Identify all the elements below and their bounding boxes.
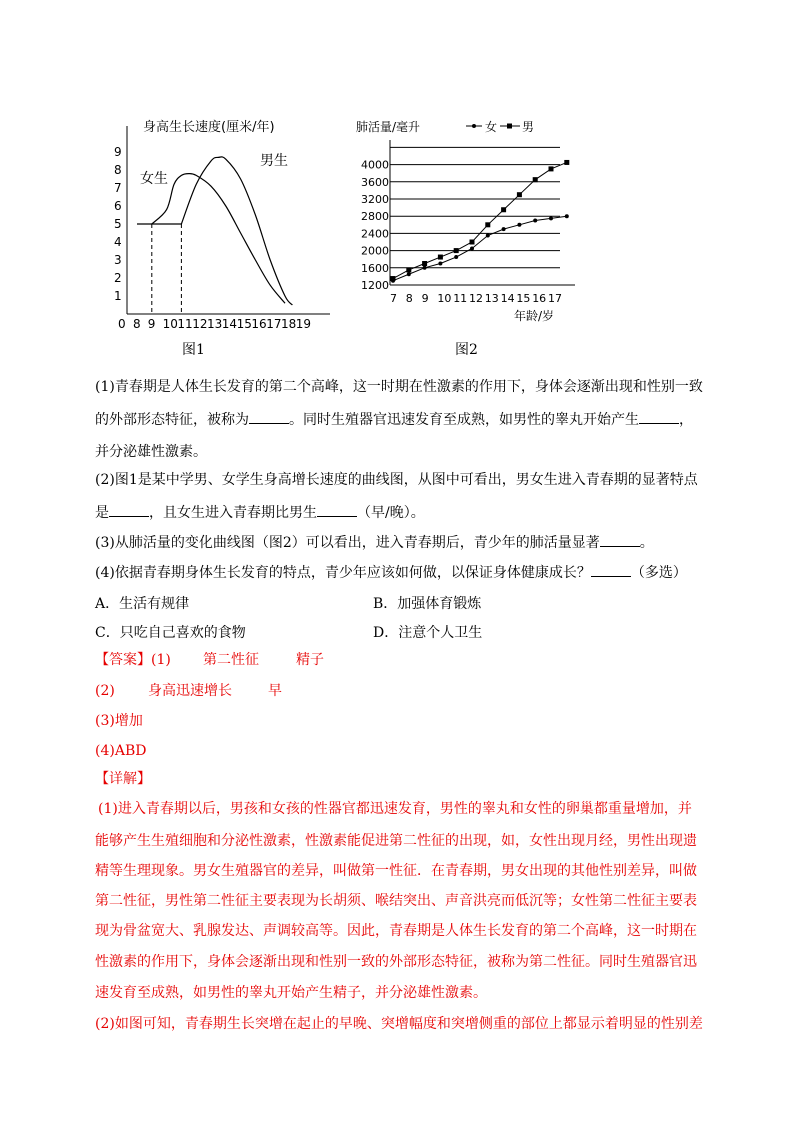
question-2-line-2: 是 ，且女生进入青春期比男生 （早/晚）。	[95, 505, 425, 521]
figure2-x-tick-label: 16	[532, 292, 547, 305]
figure2-y-tick-label: 2400	[361, 227, 389, 241]
figure2-series	[391, 160, 570, 283]
figure1-x-tick-label: 9	[147, 317, 156, 331]
figure2-point-female	[407, 272, 411, 276]
figure2-x-tick-label: 15	[516, 292, 531, 305]
figure1-label-female: 女生	[140, 171, 168, 187]
figure1-x-ticks	[118, 317, 311, 331]
figure2-point-male	[454, 248, 459, 253]
figure1-x-tick-label: 12	[192, 317, 208, 331]
blank-4	[317, 516, 357, 517]
option-c: C．只吃自己喜欢的食物	[95, 625, 246, 641]
figure2-caption: 图2	[455, 342, 478, 358]
figure1-y-ticks	[114, 145, 122, 303]
answer-1-value-2: 精子	[296, 652, 324, 668]
figure1-caption: 图1	[182, 342, 205, 358]
blank-6	[591, 576, 631, 577]
figure2-point-female	[423, 266, 427, 270]
figure2-point-male	[470, 240, 475, 245]
figure2-x-tick-label: 13	[484, 292, 499, 305]
answer-2-value-1: 身高迅速增长	[148, 683, 232, 699]
option-a: A．生活有规律	[95, 596, 190, 612]
figure1-x-tick-label: 15	[236, 317, 252, 331]
figure1-y-tick-label: 1	[114, 289, 122, 303]
figure2-legend-female: 女	[485, 120, 498, 134]
figure1-x-tick-label: 11	[177, 317, 193, 331]
figure1-x-tick-label: 8	[133, 317, 141, 331]
answer-2-value-2: 早	[268, 683, 282, 699]
figure2-point-male	[422, 261, 427, 266]
figure1-y-tick-label: 9	[114, 145, 122, 159]
figure2-lung-capacity-chart	[340, 110, 590, 330]
figure2-y-tick-label: 2800	[361, 210, 389, 224]
figure2-legend-male: 男	[522, 120, 535, 134]
figure2-x-tick-label: 11	[453, 292, 468, 305]
figure2-x-ticks	[390, 292, 562, 305]
figure2-xlabel: 年龄/岁	[514, 309, 555, 323]
detail-line: 第二性征，男性第二性征主要表现为长胡须、喉结突出、声音洪亮而低沉等；女性第二性征主要表	[95, 893, 697, 909]
figure2-y-tick-label: 1200	[361, 279, 389, 292]
figure2-y-ticks	[361, 159, 389, 292]
detail-line: 性激素的作用下，身体会逐渐出现和性别一致的外部形态特征，被称为第二性征。同时生殖器官迅	[95, 954, 697, 970]
figure1-y-tick-label: 3	[114, 253, 122, 267]
figure2-x-tick-label: 8	[405, 292, 413, 305]
question-4: (4)依据青春期身体生长发育的特点，青少年应该如何做，以保证身体健康成长？ （多选）	[95, 565, 687, 581]
figure1-x-tick-label: 14	[221, 317, 238, 331]
blank-2	[639, 423, 679, 424]
detail-line: (2)如图可知，青春期生长突增在起止的早晚、突增幅度和突增侧重的部位上都显示着明显的性别差	[95, 1016, 703, 1032]
figure2-point-female	[533, 219, 537, 223]
answer-line-1: 【答案】(1)	[95, 652, 171, 668]
figure1-x-tick-label: 19	[295, 317, 312, 331]
figure2-point-male	[438, 255, 443, 260]
figure1-x-tick-label: 10	[162, 317, 178, 331]
figure2-point-male	[406, 267, 411, 272]
figure2-series-female-line	[393, 216, 567, 281]
detail-line: 精等生理现象。男女生殖器官的差异，叫做第一性征．在青春期，男女出现的其他性别差异，叫做	[95, 863, 697, 879]
figure2-point-male	[533, 177, 538, 182]
question-1-line-3: 并分泌雄性激素。	[95, 444, 207, 460]
figure1-x-tick-label: 13	[207, 317, 223, 331]
figure2-y-tick-label: 4000	[361, 158, 389, 172]
figure1-x-tick-label: 0	[118, 317, 126, 331]
blank-3	[109, 516, 149, 517]
figure2-point-female	[565, 214, 569, 218]
figure1-y-tick-label: 7	[114, 181, 122, 195]
option-b: B．加强体育锻炼	[373, 596, 482, 612]
blank-1	[249, 423, 289, 424]
figure1-series-female-line	[152, 174, 285, 304]
detail-line: 能够产生生殖细胞和分泌性激素，性激素能促进第二性征的出现，如，女性出现月经，男性出现遗	[95, 833, 697, 849]
figure2-grid	[390, 140, 575, 285]
figure2-y-tick-label: 3600	[361, 175, 389, 189]
question-2-line-1: (2)图1是某中学男、女学生身高增长速度的曲线图，从图中可看出，男女生进入青春期的显著特点	[95, 472, 698, 488]
figure2-point-female	[470, 246, 474, 250]
figure1-y-tick-label: 2	[114, 271, 122, 285]
answer-label: 【答案】	[95, 652, 151, 668]
blank-5	[600, 546, 640, 547]
figure1-x-tick-label: 17	[266, 317, 282, 331]
answer-1-value-1: 第二性征	[203, 652, 259, 668]
figure2-y-tick-label: 3200	[361, 193, 389, 206]
figure2-series-male-line	[393, 162, 567, 278]
figure2-ylabel: 肺活量/毫升	[356, 120, 421, 134]
figure2-x-tick-label: 14	[500, 292, 515, 305]
figure2-y-tick-label: 1600	[361, 261, 389, 275]
answer-3: (3)增加	[95, 713, 143, 729]
figure1-y-tick-label: 6	[114, 199, 122, 213]
question-1-line-2: 的外部形态特征，被称为 。同时生殖器官迅速发育至成熟，如男性的睾丸开始产生 ，	[95, 412, 693, 428]
figure1-x-tick-label: 18	[281, 317, 297, 331]
question-1-line-1: (1)青春期是人体生长发育的第二个高峰，这一时期在性激素的作用下，身体会逐渐出现和性别一致	[95, 379, 703, 395]
question-3: (3)从肺活量的变化曲线图（图2）可以看出，进入青春期后，青少年的肺活量显著 。	[95, 535, 654, 551]
figure1-y-tick-label: 8	[114, 163, 122, 177]
detail-line: (1)进入青春期以后，男孩和女孩的性器官都迅速发育，男性的睾丸和女性的卵巢都重量增加，并	[98, 801, 692, 817]
figure1-x-tick-label: 16	[251, 317, 267, 331]
detail-label: 【详解】	[95, 771, 151, 787]
figure1-title: 身高生长速度(厘米/年)	[143, 120, 275, 135]
figure1-height-growth-chart	[100, 110, 340, 335]
detail-line: 现为骨盆宽大、乳腺发达、声调较高等。因此，青春期是人体生长发育的第二个高峰，这一时期在	[95, 923, 697, 939]
detail-line: 速发育至成熟，如男性的睾丸开始产生精子，并分泌雄性激素。	[95, 985, 487, 1001]
figure2-x-tick-label: 10	[437, 292, 452, 305]
figure2-point-female	[486, 234, 490, 238]
answer-2-num: (2)	[95, 683, 115, 699]
figure2-point-female	[438, 262, 442, 266]
figure2-point-male	[549, 166, 554, 171]
figure2-x-tick-label: 7	[390, 292, 397, 305]
figure2-point-male	[501, 207, 506, 212]
option-d: D．注意个人卫生	[373, 625, 483, 641]
figure2-point-male	[485, 222, 490, 227]
answer-4: (4)ABD	[95, 743, 147, 759]
figure2-point-female	[549, 216, 553, 220]
figure2-x-tick-label: 12	[469, 292, 483, 305]
figure2-x-tick-label: 9	[421, 292, 429, 305]
figure2-legend	[466, 120, 534, 134]
figure2-point-male	[391, 276, 396, 281]
figure2-point-female	[517, 223, 521, 227]
figure1-y-tick-label: 4	[114, 235, 122, 249]
figure2-x-tick-label: 17	[548, 292, 562, 305]
figure2-point-male	[517, 192, 522, 197]
figure1-label-male: 男生	[260, 153, 288, 169]
figure1-y-tick-label: 5	[114, 217, 122, 231]
figure2-point-female	[502, 227, 506, 231]
figure2-point-female	[454, 255, 458, 259]
figure2-y-tick-label: 2000	[361, 244, 389, 258]
figure2-point-male	[564, 160, 569, 165]
